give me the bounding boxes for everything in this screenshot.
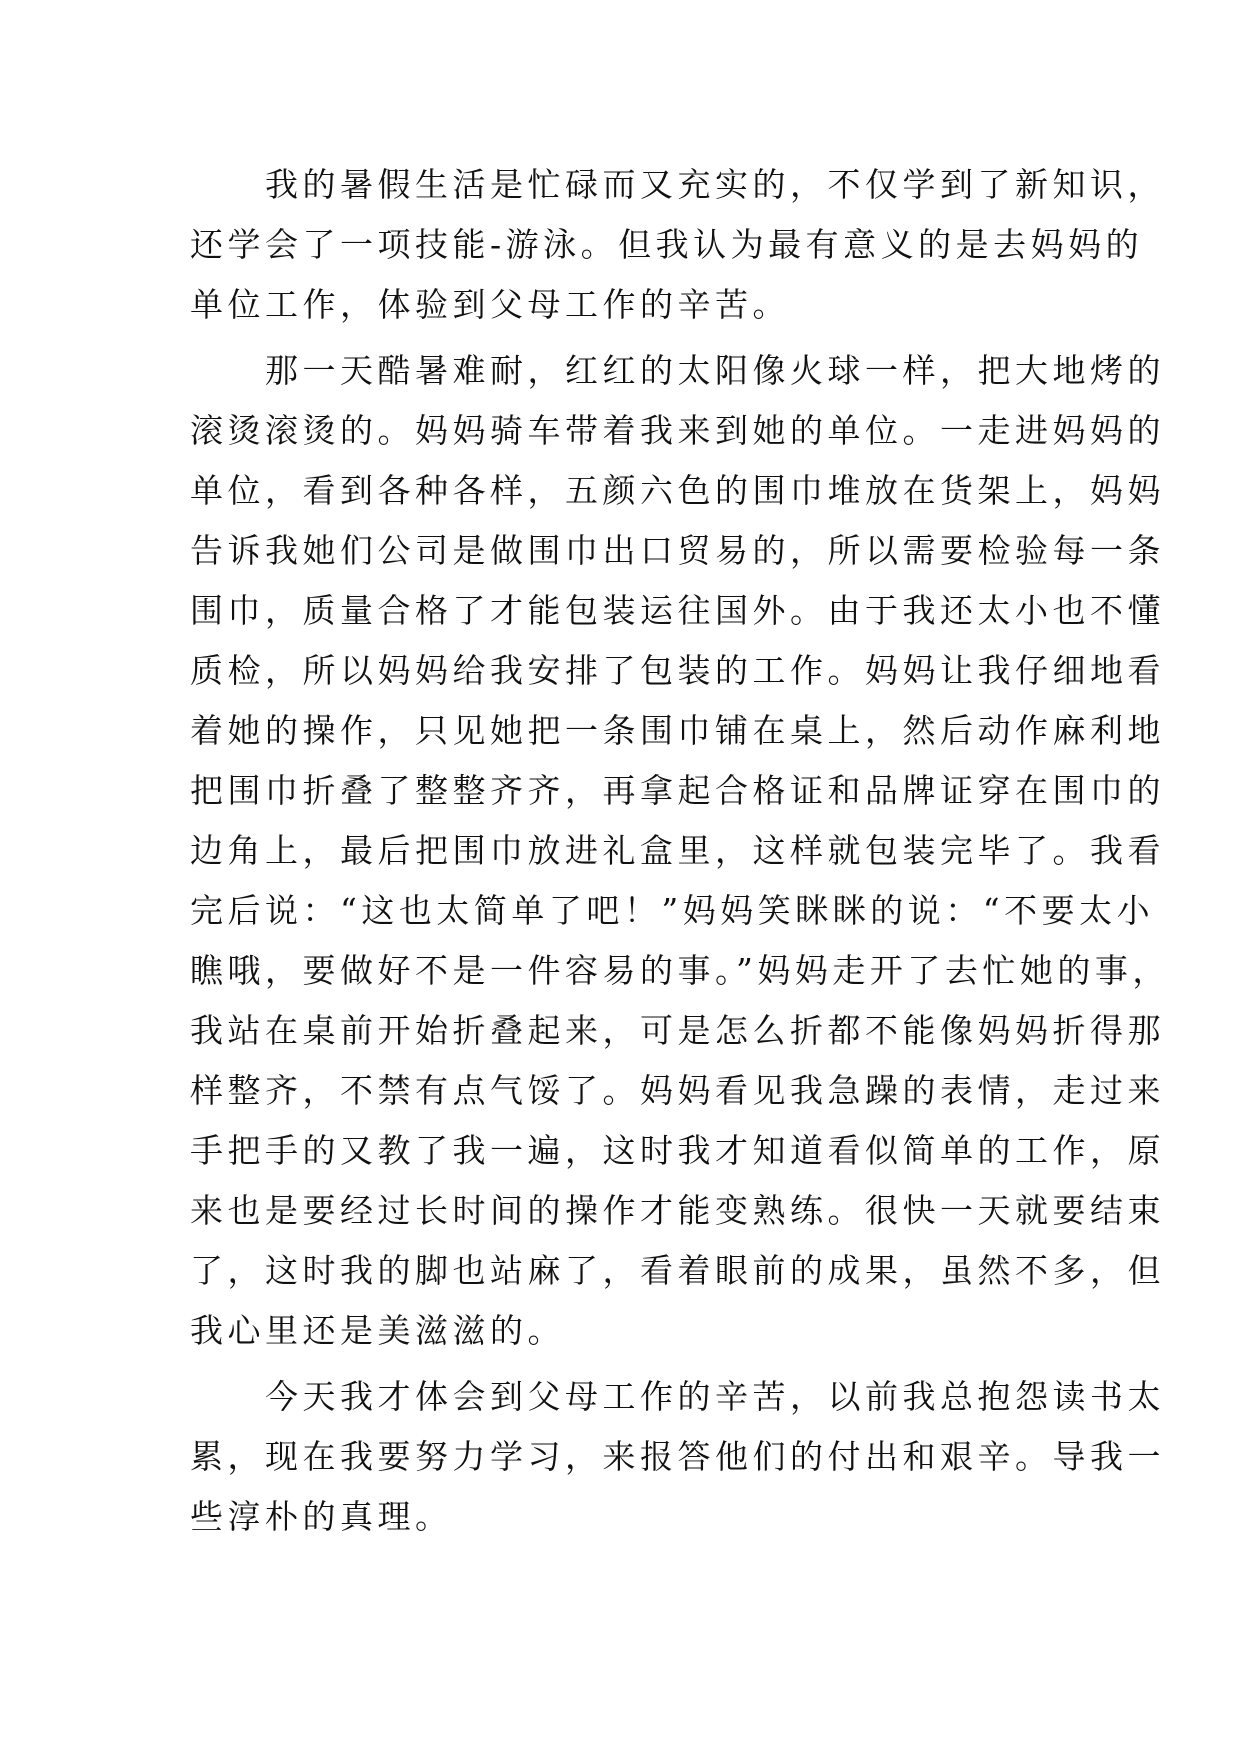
text-line: 还学会了一项技能-游泳。但我认为最有意义的是去妈妈的 [190, 225, 1144, 264]
document-body [190, 155, 1170, 1547]
text-line: 今天我才体会到父母工作的辛苦，以前我总抱怨读书太 [190, 1377, 1165, 1416]
text-line: 滚烫滚烫的。妈妈骑车带着我来到她的单位。一走进妈妈的 [190, 411, 1165, 450]
text-line: 单位工作，体验到父母工作的辛苦。 [190, 285, 790, 324]
text-line: 完后说：“这也太简单了吧！”妈妈笑眯眯的说：“不要太小 [190, 891, 1155, 930]
text-line: 围巾，质量合格了才能包装运往国外。由于我还太小也不懂 [190, 591, 1165, 630]
text-line: 手把手的又教了我一遍，这时我才知道看似简单的工作，原 [190, 1131, 1165, 1170]
text-line: 质检，所以妈妈给我安排了包装的工作。妈妈让我仔细地看 [190, 651, 1165, 690]
text-line: 那一天酷暑难耐，红红的太阳像火球一样，把大地烤的 [190, 351, 1165, 390]
text-line: 了，这时我的脚也站麻了，看着眼前的成果，虽然不多，但 [190, 1251, 1165, 1290]
text-line: 来也是要经过长时间的操作才能变熟练。很快一天就要结束 [190, 1191, 1165, 1230]
text-line: 把围巾折叠了整整齐齐，再拿起合格证和品牌证穿在围巾的 [190, 771, 1165, 810]
paragraph-1 [190, 155, 1165, 335]
text-line: 瞧哦，要做好不是一件容易的事。”妈妈走开了去忙她的事， [190, 951, 1170, 990]
text-line: 累，现在我要努力学习，来报答他们的付出和艰辛。导我一 [190, 1437, 1165, 1476]
text-line: 告诉我她们公司是做围巾出口贸易的，所以需要检验每一条 [190, 531, 1165, 570]
text-line: 样整齐，不禁有点气馁了。妈妈看见我急躁的表情，走过来 [190, 1071, 1165, 1110]
text-line: 些淳朴的真理。 [190, 1497, 453, 1536]
text-line: 边角上，最后把围巾放进礼盒里，这样就包装完毕了。我看 [190, 831, 1165, 870]
text-line: 我心里还是美滋滋的。 [190, 1311, 565, 1350]
text-line: 我站在桌前开始折叠起来，可是怎么折都不能像妈妈折得那 [190, 1011, 1165, 1050]
text-line: 单位，看到各种各样，五颜六色的围巾堆放在货架上，妈妈 [190, 471, 1165, 510]
text-line: 我的暑假生活是忙碌而又充实的，不仅学到了新知识， [190, 165, 1165, 204]
text-line: 着她的操作，只见她把一条围巾铺在桌上，然后动作麻利地 [190, 711, 1165, 750]
paragraph-3 [190, 1367, 1165, 1547]
paragraph-2 [190, 341, 1170, 1361]
